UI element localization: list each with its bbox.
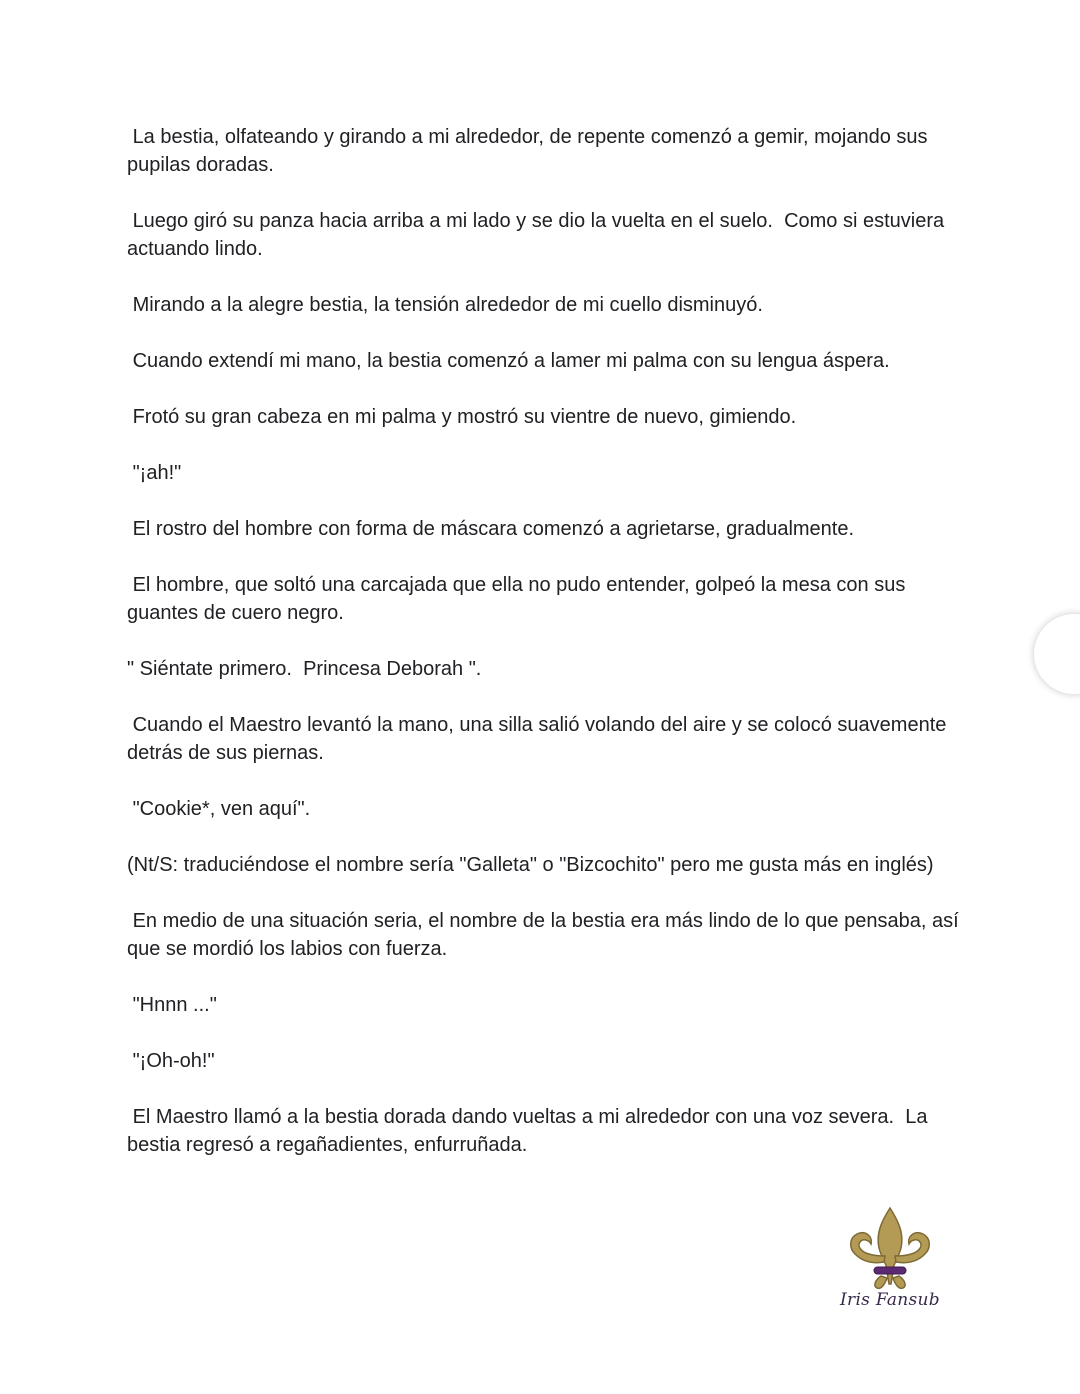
side-scroll-handle[interactable] (1034, 614, 1080, 694)
paragraph: "¡Oh-oh!" (127, 1050, 215, 1072)
paragraph: "Cookie*, ven aquí". (127, 798, 311, 820)
paragraph: "Hnnn ..." (127, 994, 217, 1016)
paragraph: "¡ah!" (127, 462, 182, 484)
paragraph: Frotó su gran cabeza en mi palma y mostró su vientre de nuevo, gimiendo. (127, 406, 797, 428)
paragraph: (Nt/S: traduciéndose el nombre sería "Galleta" o "Bizcochito" pero me gusta más en inglés) (127, 854, 934, 876)
watermark-logo (838, 1204, 948, 1314)
paragraph: El Maestro llamó a la bestia dorada dando vueltas a mi alrededor con una voz severa. La bestia regresó a regañadientes, enfurruñada. (127, 1106, 934, 1156)
document-body (127, 123, 965, 1187)
paragraph: " Siéntate primero. Princesa Deborah ". (127, 658, 482, 680)
fleur-de-lis-icon (843, 1204, 937, 1290)
watermark-text: Iris Fansub (840, 1290, 940, 1310)
paragraph: Cuando el Maestro levantó la mano, una silla salió volando del aire y se colocó suavemente detrás de sus piernas. (127, 714, 952, 764)
paragraph: El rostro del hombre con forma de máscara comenzó a agrietarse, gradualmente. (127, 518, 855, 540)
paragraph: En medio de una situación seria, el nombre de la bestia era más lindo de lo que pensaba, así que se mordió los labios con fuerza. (127, 910, 965, 960)
paragraph: Mirando a la alegre bestia, la tensión alrededor de mi cuello disminuyó. (127, 294, 763, 316)
paragraph: El hombre, que soltó una carcajada que ella no pudo entender, golpeó la mesa con sus guantes de cuero negro. (127, 574, 911, 624)
paragraph: Luego giró su panza hacia arriba a mi lado y se dio la vuelta en el suelo. Como si estuviera actuando lindo. (127, 210, 950, 260)
paragraph: Cuando extendí mi mano, la bestia comenzó a lamer mi palma con su lengua áspera. (127, 350, 890, 372)
paragraph: La bestia, olfateando y girando a mi alrededor, de repente comenzó a gemir, mojando sus pupilas doradas. (127, 126, 934, 176)
